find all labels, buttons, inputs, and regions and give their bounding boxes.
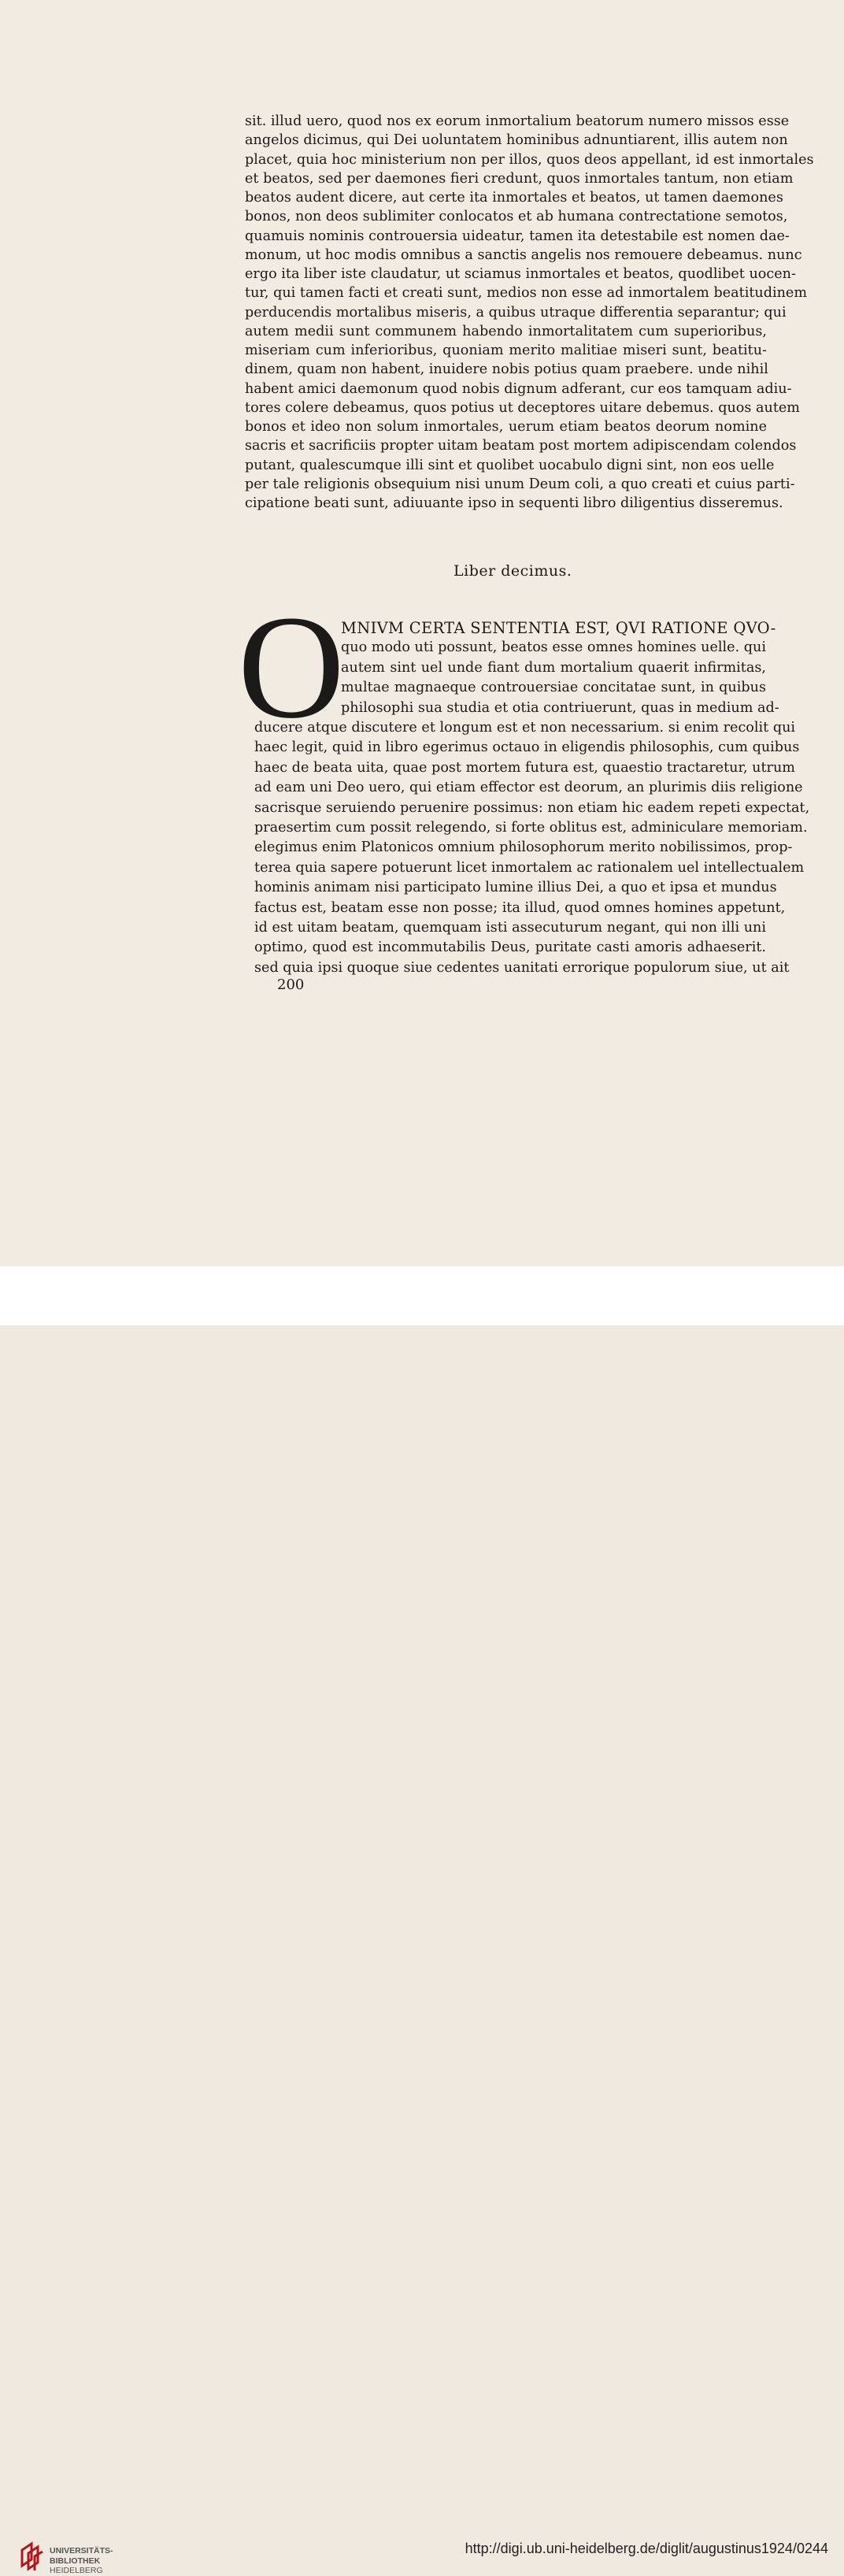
text-line: tur, qui tamen facti et creati sunt, medios non esse ad inmortalem beatitudinem: [245, 285, 808, 302]
text-line: bonos et ideo non solum inmortales, uerum etiam beatos deorum nomine: [245, 419, 767, 435]
text-line: miseriam cum inferioribus, quoniam merito malitiae miseri sunt, beatitu-: [245, 343, 767, 358]
text-line: cipatione beati sunt, adiuuante ipso in sequenti libro diligentius disseremus.: [245, 495, 783, 511]
library-name-line: UNIVERSITÄTS-: [50, 2546, 113, 2556]
library-logo-icon: [16, 2539, 49, 2572]
text-line: bonos, non deos sublimiter conlocatos et ab humana contrectatione semotos,: [245, 209, 788, 225]
text-line: quo modo uti possunt, beatos esse omnes homines uelle. qui: [341, 639, 766, 655]
text-line: terea quia sapere potuerunt licet inmortalem ac rationalem uel intellectualem: [254, 859, 805, 876]
text-line: tores colere debeamus, quos potius ut deceptores uitare debemus. quos autem: [245, 399, 800, 416]
text-line: multae magnaeque controuersiae concitatae sunt, in quibus: [341, 680, 766, 695]
text-line: dinem, quam non habent, inuidere nobis potius quam praebere. unde nihil: [245, 361, 768, 378]
text-line: beatos audent dicere, aut certe ita inmortales et beatos, ut tamen daemones: [245, 190, 783, 206]
text-line: ergo ita liber iste claudatur, ut sciamus inmortales et beatos, quodlibet uocen-: [245, 266, 796, 282]
footer-bar: [0, 1266, 844, 2575]
text-line: autem sint uel unde fiant dum mortalium quaerit infirmitas,: [341, 659, 766, 676]
chapter-indented-text: [341, 638, 779, 718]
text-line: autem medii sunt communem habendo inmortalitatem cum superioribus,: [245, 323, 767, 339]
text-line: quamuis nominis controuersia uideatur, tamen ita detestabile est nomen dae-: [245, 228, 790, 244]
text-line: ducere atque discutere et longum est et non necessarium. si enim recolit qui: [254, 720, 796, 736]
text-line: per tale religionis obsequium nisi unum Deum coli, a quo creati et cuius parti-: [245, 476, 795, 492]
text-line: habent amici daemonum quod nobis dignum adferant, cur eos tamquam adiu-: [245, 380, 792, 397]
text-line: sacrisque seruiendo peruenire possimus: non etiam hic eadem repeti expectat,: [254, 799, 810, 816]
text-line: et beatos, sed per daemones fieri credunt, quos inmortales tantum, non etiam: [245, 170, 794, 187]
text-line: hominis animam nisi participato lumine illius Dei, a quo et ipsa et mundus: [254, 880, 777, 896]
text-line: sed quia ipsi quoque siue cedentes uanitati errorique populorum siue, ut ait: [254, 959, 790, 976]
library-name-line: HEIDELBERG: [50, 2566, 103, 2575]
text-line: haec de beata uita, quae post mortem futura est, quaestio tractaretur, utrum: [254, 759, 795, 776]
text-line: haec legit, quid in libro egerimus octauo in eligendis philosophis, cum quibus: [254, 739, 800, 756]
text-line: optimo, quod est incommutabilis Deus, puritate casti amoris adhaeserit.: [254, 940, 766, 956]
page-number: 200: [277, 977, 305, 993]
book-page: [0, 0, 844, 1266]
text-line: placet, quia hoc ministerium non per illos, quos deos appellant, id est inmortales: [245, 151, 814, 168]
text-line: putant, qualescumque illi sint et quolibet uocabulo digni sint, non eos uelle: [245, 457, 775, 473]
text-line: philosophi sua studia et otia contriuerunt, quas in medium ad-: [341, 699, 779, 716]
text-line: praesertim cum possit relegendo, si forte oblitus est, adminiculare memoriam.: [254, 820, 808, 836]
book-title: Liber decimus.: [453, 562, 572, 580]
library-name: [50, 2546, 113, 2576]
text-line: sacris et sacrificiis propter uitam beatam post mortem adipiscendam colendos: [245, 438, 797, 454]
chapter-body-text: [254, 718, 810, 978]
chapter-opening-line: MNIVM CERTA SENTENTIA EST, QVI RATIONE QVO-: [341, 619, 776, 637]
text-line: factus est, beatam esse non posse; ita illud, quod omnes homines appetunt,: [254, 899, 786, 916]
source-url-link[interactable]: http://digi.ub.uni-heidelberg.de/diglit/augustinus1924/0244: [465, 2541, 828, 2556]
drop-cap: O: [238, 584, 345, 749]
text-line: monum, ut hoc modis omnibus a sanctis angelis nos remouere debeamus. nunc: [245, 246, 802, 263]
text-block-top: [245, 112, 814, 513]
library-name-line: BIBLIOTHEK: [50, 2556, 101, 2566]
text-line: elegimus enim Platonicos omnium philosophorum merito nobilissimos, prop-: [254, 840, 793, 856]
text-line: angelos dicimus, qui Dei uoluntatem hominibus adnuntiarent, illis autem non: [245, 132, 788, 149]
text-line: perducendis mortalibus miseris, a quibus utraque differentia separantur; qui: [245, 304, 787, 321]
text-line: sit. illud uero, quod nos ex eorum inmortalium beatorum numero missos esse: [245, 113, 790, 129]
text-line: ad eam uni Deo uero, qui etiam effector est deorum, an plurimis diis religione: [254, 780, 803, 796]
text-line: id est uitam beatam, quemquam isti assecuturum negant, qui non illi uni: [254, 920, 766, 936]
